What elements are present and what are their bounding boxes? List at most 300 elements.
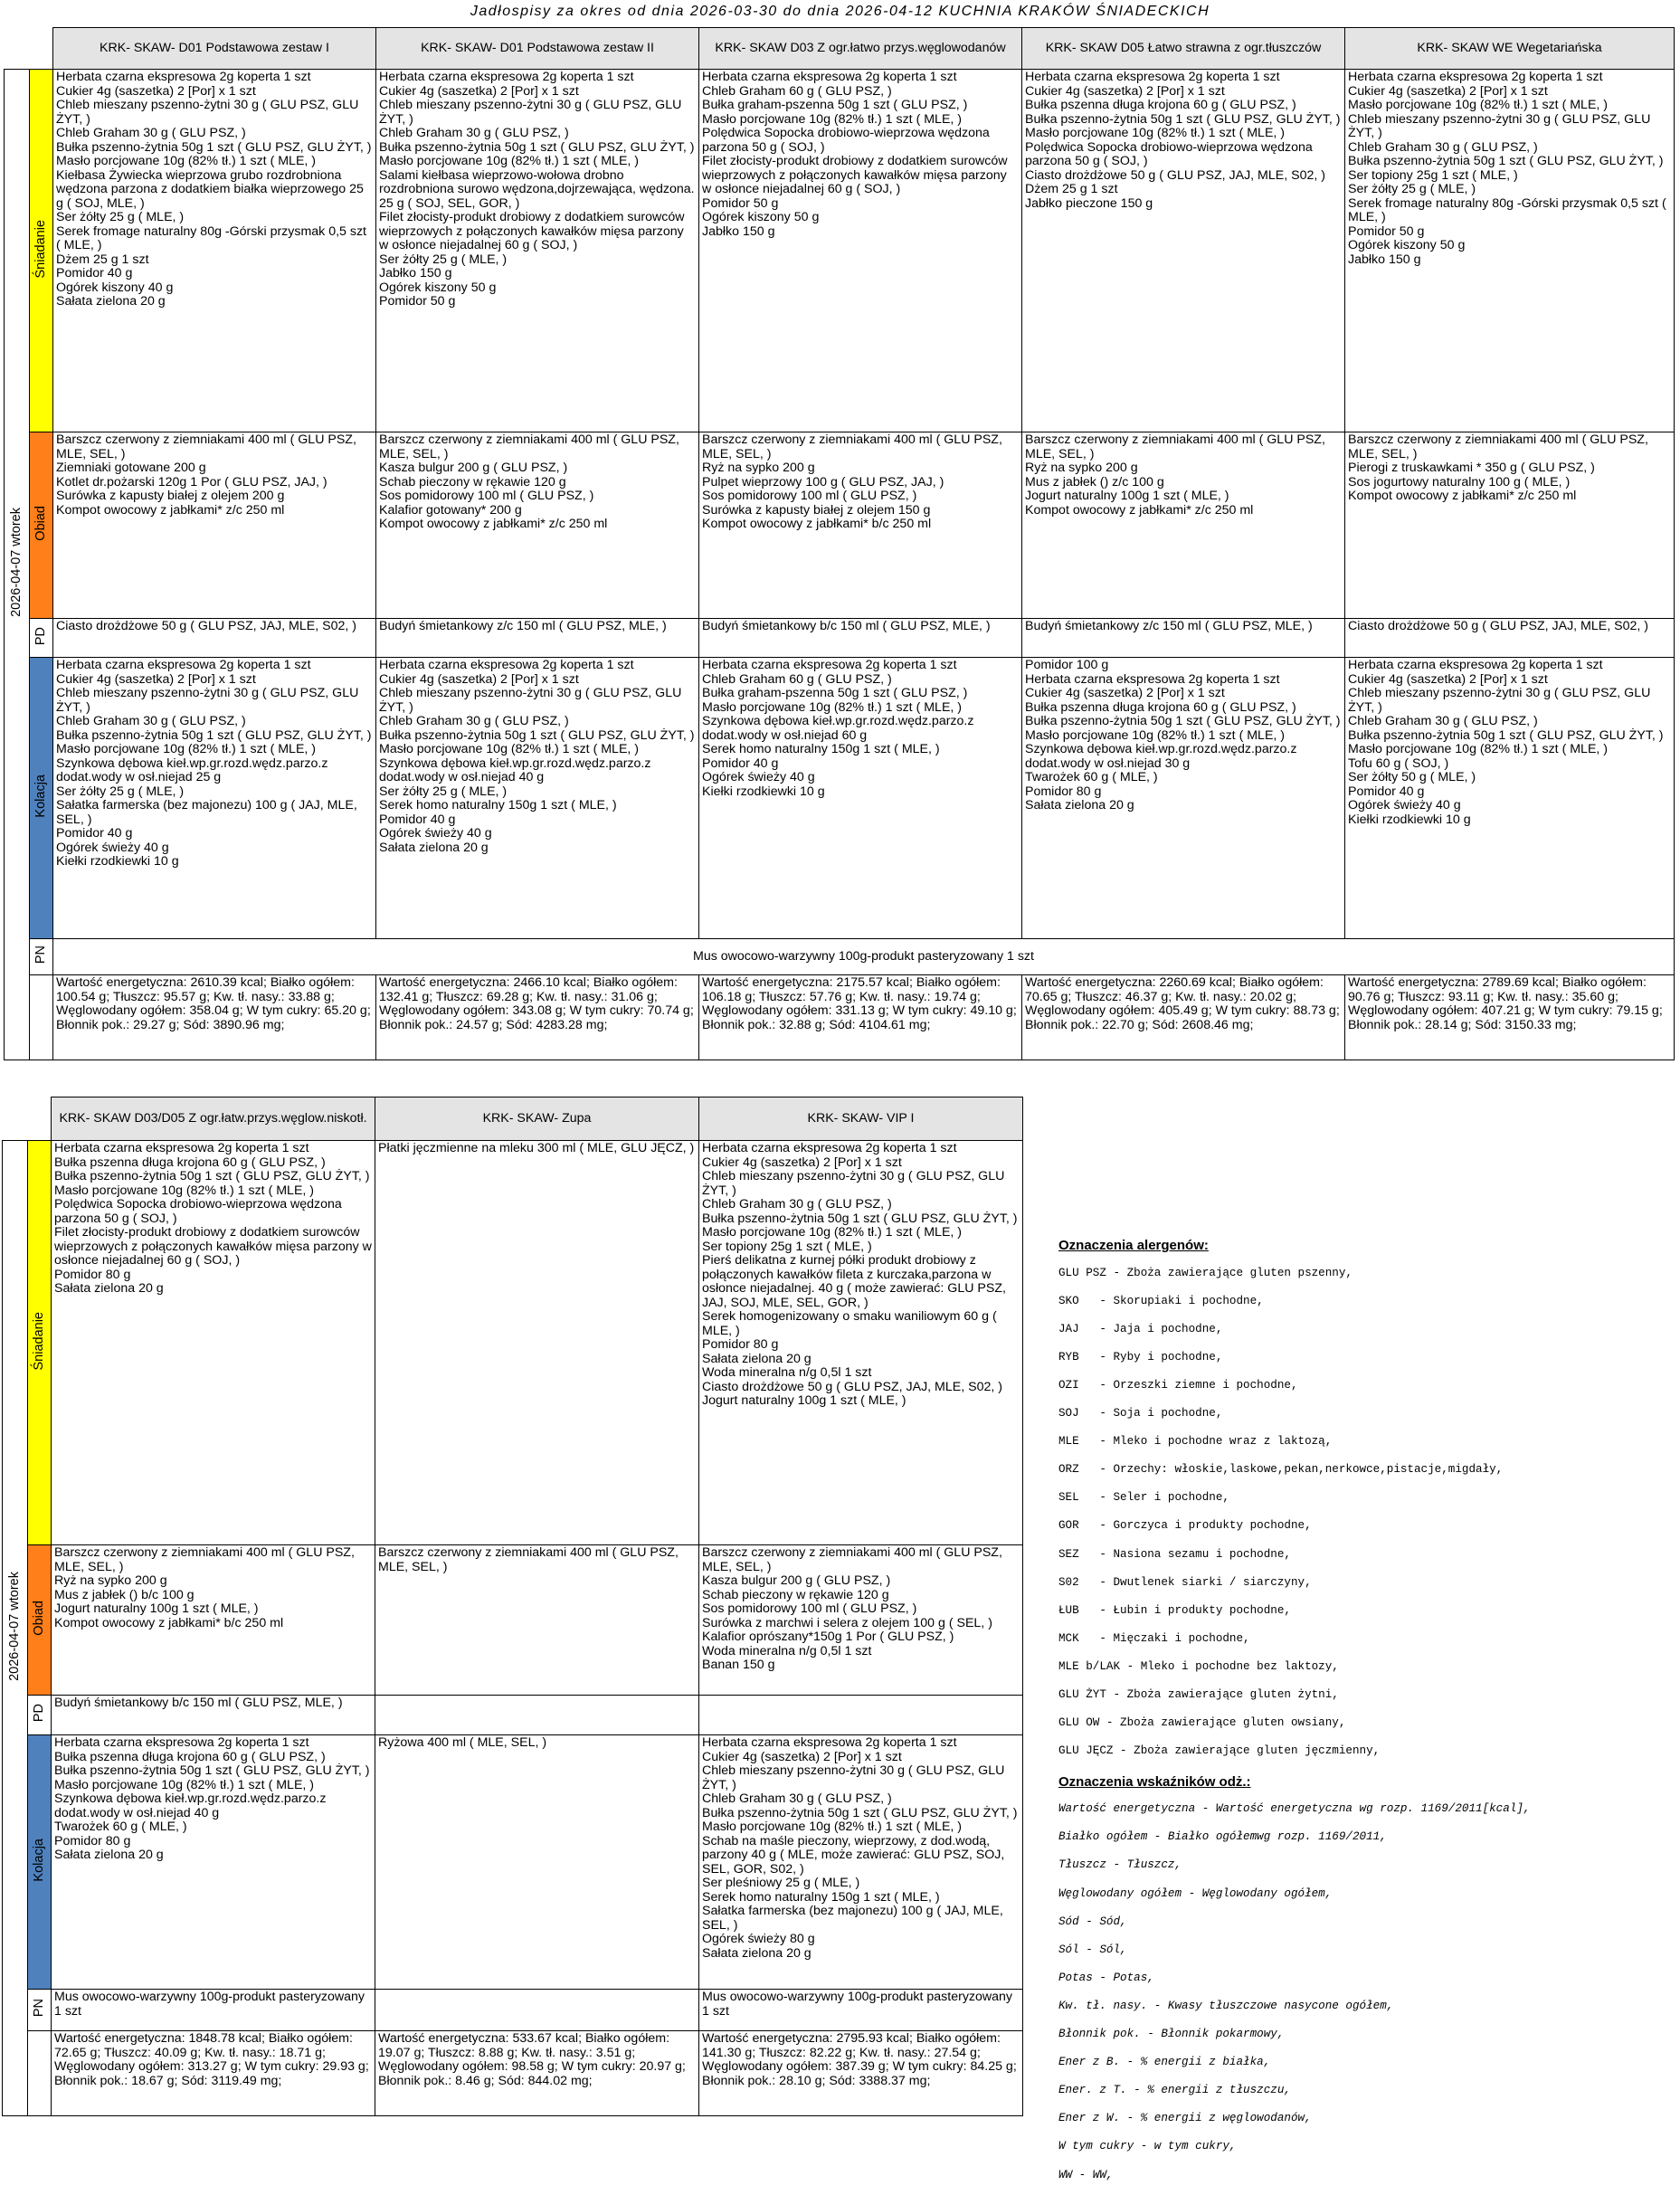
text-line: Jabłko pieczone 150 g [1025, 195, 1153, 211]
text-line: Bułka pszenno-żytnia 50g 1 szt ( GLU PSZ, GLU ŻYT, ) [1348, 154, 1664, 168]
menu-cell [52, 1696, 375, 1735]
text-line: Błonnik pok. - Błonnik pokarmowy, [1058, 2028, 1285, 2041]
text-line: Chleb mieszany pszenno-żytni 30 g ( GLU PSZ, GLU ŻYT, ) [56, 686, 359, 715]
nutrition-cell: Wartość energetyczna: 1848.78 kcal; Białko ogółem: 72.65 g; Tłuszcz: 40.09 g; Kw. tł. nasy.: 18.71 g; Węglowodany ogółem: 313.27 g; W tym cukry: 29.93 g; Błonnik pok.: 18.67 g; Sód: 3119.49 mg; [52, 2031, 375, 2116]
text-line: Surówka z kapusty białej z olejem 150 g [702, 502, 931, 518]
text-line: Dżem 25 g 1 szt [56, 252, 149, 267]
text-line: Sałatka farmerska (bez majonezu) 100 g ( JAJ, MLE, SEL, ) [702, 1904, 1003, 1933]
text-line: Ser żółty 50 g ( MLE, ) [1348, 770, 1476, 784]
text-line: Ogórek kiszony 40 g [56, 280, 174, 295]
menu-cell [376, 70, 699, 432]
text-line: Ogórek kiszony 50 g [379, 280, 497, 295]
menu-cell [375, 1141, 699, 1545]
text-line: Masło porcjowane 10g (82% tł.) 1 szt ( MLE, ) [1025, 727, 1286, 743]
text-line: Ser pleśniowy 25 g ( MLE, ) [702, 1876, 860, 1890]
text-line: Sałata zielona 20 g [54, 1848, 164, 1862]
text-line: Chleb mieszany pszenno-żytni 30 g ( GLU PSZ, GLU ŻYT, ) [379, 98, 682, 127]
text-line: Polędwica Sopocka drobiowo-wieprzowa wędzona parzona 50 g ( SOJ, ) [54, 1197, 342, 1226]
text-line: Pomidor 40 g [702, 755, 779, 771]
text-line: Filet złocisty-produkt drobiowy z dodatkiem surowców wieprzowych z połączonych kawałków mięsa parzony w osłonce niejadalnej 60 g ( SOJ, ) [379, 210, 685, 252]
menu-cell [1345, 619, 1675, 658]
text-line: Bułka pszenna długa krojona 60 g ( GLU PSZ, ) [1025, 699, 1296, 715]
text-line: Szynkowa dębowa kieł.wp.gr.rozd.wędz.parzo.z dodat.wody w osł.niejad 25 g [56, 755, 328, 784]
nutrition-cell: Wartość energetyczna: 2789.69 kcal; Białko ogółem: 90.76 g; Tłuszcz: 93.11 g; Kw. tł. nasy.: 35.60 g; Węglowodany ogółem: 407.21 g; W tym cukry: 79.15 g; Błonnik pok.: 28.14 g; Sód: 3150.33 mg; [1345, 975, 1675, 1060]
text-line: Cukier 4g (saszetka) 2 [Por] x 1 szt [56, 83, 256, 99]
date-label: 2026-04-07 wtorek [8, 508, 24, 618]
menu-table-1 [4, 27, 1675, 1060]
text-line: Chleb Graham 30 g ( GLU PSZ, ) [702, 1197, 892, 1212]
text-line: Masło porcjowane 10g (82% tł.) 1 szt ( MLE, ) [702, 1225, 963, 1240]
text-line: Węglowodany ogółem - Węglowodany ogółem, [1058, 1886, 1333, 1900]
text-line: Masło porcjowane 10g (82% tł.) 1 szt ( MLE, ) [702, 699, 963, 715]
menu-cell [375, 1990, 699, 2031]
text-line: Pomidor 40 g [379, 812, 456, 827]
text-line: Herbata czarna ekspresowa 2g koperta 1 szt [1025, 70, 1280, 84]
text-line: W tym cukry - w tym cukry, [1058, 2140, 1237, 2153]
text-line: Ser topiony 25g 1 szt ( MLE, ) [1348, 167, 1518, 183]
text-line: Chleb mieszany pszenno-żytni 30 g ( GLU PSZ, GLU ŻYT, ) [379, 686, 682, 715]
text-line: Sałata zielona 20 g [702, 1945, 812, 1961]
text-line: Cukier 4g (saszetka) 2 [Por] x 1 szt [1025, 686, 1225, 700]
meal-label-empty [30, 975, 53, 1060]
text-line: Serek homo naturalny 150g 1 szt ( MLE, ) [702, 742, 940, 756]
text-line: Bułka pszenna długa krojona 60 g ( GLU PSZ, ) [54, 1155, 326, 1170]
column-header: KRK- SKAW D03/D05 Z ogr.łatw.przys.węglow.niskotł. [52, 1098, 375, 1141]
text-line: Chleb mieszany pszenno-żytni 30 g ( GLU PSZ, GLU ŻYT, ) [702, 1763, 1005, 1792]
text-line: Pomidor 100 g [1025, 658, 1109, 672]
text-line: Bułka pszenno-żytnia 50g 1 szt ( GLU PSZ, GLU ŻYT, ) [1348, 727, 1664, 743]
menu-cell [1345, 432, 1675, 619]
text-line: RYB - Ryby i pochodne, [1058, 1350, 1223, 1364]
text-line: Herbata czarna ekspresowa 2g koperta 1 szt [702, 70, 957, 84]
text-line: Mus owocowo-warzywny 100g-produkt pasteryzowany 1 szt [702, 1990, 1013, 2019]
text-line: Chleb Graham 30 g ( GLU PSZ, ) [1348, 139, 1538, 155]
menu-cell [52, 1735, 375, 1990]
nutrition-cell: Wartość energetyczna: 2795.93 kcal; Białko ogółem: 141.30 g; Tłuszcz: 82.22 g; Kw. tł. nasy.: 27.54 g; Węglowodany ogółem: 387.39 g; W tym cukry: 84.25 g; Błonnik pok.: 28.10 g; Sód: 3388.37 mg; [699, 2031, 1023, 2116]
text-line: Kompot owocowy z jabłkami* b/c 250 ml [54, 1615, 284, 1630]
text-line: Sos pomidorowy 100 ml ( GLU PSZ, ) [702, 1601, 917, 1616]
text-line: Jabłko 150 g [702, 223, 775, 239]
nutrition-cell: Wartość energetyczna: 533.67 kcal; Białko ogółem: 19.07 g; Tłuszcz: 8.88 g; Kw. tł. nasy.: 3.51 g; Węglowodany ogółem: 98.58 g; W tym cukry: 20.97 g; Błonnik pok.: 8.46 g; Sód: 844.02 mg; [375, 2031, 699, 2116]
indicators-title: Oznaczenia wskaźników odż.: [1058, 1773, 1251, 1790]
text-line: Tofu 60 g ( SOJ, ) [1348, 755, 1449, 771]
menu-cell [699, 1696, 1023, 1735]
text-line: Masło porcjowane 10g (82% tł.) 1 szt ( MLE, ) [56, 154, 317, 168]
text-line: Surówka z kapusty białej z olejem 200 g [56, 489, 285, 503]
text-line: Kasza bulgur 200 g ( GLU PSZ, ) [379, 461, 568, 475]
menu-cell [376, 658, 699, 939]
text-line: Serek homo naturalny 150g 1 szt ( MLE, ) [379, 798, 617, 812]
text-line: Sałata zielona 20 g [54, 1281, 164, 1296]
text-line: Kompot owocowy z jabłkami* b/c 250 ml [702, 517, 932, 531]
meal-label-pd: PD [30, 619, 53, 658]
nutrition-cell: Wartość energetyczna: 2466.10 kcal; Białko ogółem: 132.41 g; Tłuszcz: 69.28 g; Kw. tł. nasy.: 31.06 g; Węglowodany ogółem: 343.08 g; W tym cukry: 70.74 g; Błonnik pok.: 24.57 g; Sód: 4283.28 mg; [376, 975, 699, 1060]
text-line: Ser żółty 25 g ( MLE, ) [1348, 182, 1476, 196]
text-line: Kiełki rzodkiewki 10 g [56, 854, 179, 869]
text-line: MCK - Mięczaki i pochodne, [1058, 1631, 1250, 1645]
text-line: Białko ogółem - Białko ogółemwg rozp. 1169/2011, [1058, 1830, 1387, 1844]
text-line: Herbata czarna ekspresowa 2g koperta 1 szt [379, 70, 634, 84]
column-header: KRK- SKAW WE Wegetariańska [1345, 28, 1675, 70]
text-line: Sos pomidorowy 100 ml ( GLU PSZ, ) [379, 489, 594, 503]
text-line: Sód - Sód, [1058, 1915, 1127, 1928]
menu-cell [1022, 432, 1345, 619]
text-line: Chleb mieszany pszenno-żytni 30 g ( GLU PSZ, GLU ŻYT, ) [1348, 686, 1651, 715]
text-line: Kompot owocowy z jabłkami* z/c 250 ml [379, 517, 608, 531]
text-line: Mus owocowo-warzywny 100g-produkt pasteryzowany 1 szt [54, 1990, 365, 2019]
text-line: WW - WW, [1058, 2168, 1114, 2181]
text-line: SKO - Skorupiaki i pochodne, [1058, 1294, 1264, 1307]
meal-label-pd: PD [28, 1696, 52, 1735]
text-line: Herbata czarna ekspresowa 2g koperta 1 szt [1025, 671, 1280, 687]
text-line: Polędwica Sopocka drobiowo-wieprzowa wędzona parzona 50 g ( SOJ, ) [702, 126, 990, 155]
text-line: Serek homo naturalny 150g 1 szt ( MLE, ) [702, 1889, 940, 1905]
text-line: Schab pieczony w rękawie 120 g [379, 474, 566, 489]
menu-cell [376, 432, 699, 619]
menu-cell [1345, 658, 1675, 939]
text-line: Ogórek świeży 40 g [1348, 798, 1461, 812]
text-line: Serek fromage naturalny 80g -Górski przysmak 0,5 szt ( MLE, ) [56, 223, 367, 252]
menu-cell [1022, 658, 1345, 939]
text-line: Masło porcjowane 10g (82% tł.) 1 szt ( MLE, ) [379, 154, 640, 168]
text-line: Potas - Potas, [1058, 1971, 1154, 1984]
text-line: Kiełki rzodkiewki 10 g [702, 784, 825, 799]
text-line: Sałata zielona 20 g [56, 294, 166, 309]
text-line: Jogurt naturalny 100g 1 szt ( MLE, ) [702, 1393, 906, 1408]
column-header: KRK- SKAW- VIP I [699, 1098, 1023, 1141]
text-line: Sos jogurtowy naturalny 100 g ( MLE, ) [1348, 474, 1571, 489]
text-line: Bułka pszenno-żytnia 50g 1 szt ( GLU PSZ, GLU ŻYT, ) [54, 1763, 370, 1778]
text-line: SEL - Seler i pochodne, [1058, 1491, 1229, 1505]
nutrition-cell: Wartość energetyczna: 2260.69 kcal; Białko ogółem: 70.65 g; Tłuszcz: 46.37 g; Kw. tł. nasy.: 20.02 g; Węglowodany ogółem: 405.49 g; W tym cukry: 88.73 g; Błonnik pok.: 22.70 g; Sód: 2608.46 mg; [1022, 975, 1345, 1060]
text-line: Twarożek 60 g ( MLE, ) [54, 1820, 187, 1834]
text-line: Ogórek świeży 40 g [379, 826, 492, 841]
text-line: Pomidor 80 g [1025, 784, 1102, 799]
text-line: Herbata czarna ekspresowa 2g koperta 1 szt [702, 1735, 957, 1750]
menu-cell [699, 1141, 1023, 1545]
menu-cell [699, 1545, 1023, 1696]
text-line: Bułka pszenna długa krojona 60 g ( GLU PSZ, ) [54, 1749, 326, 1764]
text-line: Pomidor 80 g [702, 1337, 779, 1352]
menu-table-2 [2, 1097, 1023, 2116]
column-header: KRK- SKAW D03 Z ogr.łatwo przys.węglowodanów [699, 28, 1022, 70]
text-line: Ciasto drożdżowe 50 g ( GLU PSZ, JAJ, MLE, S02, ) [1025, 167, 1325, 183]
text-line: GOR - Gorczyca i produkty pochodne, [1058, 1519, 1312, 1533]
text-line: Bułka pszenno-żytnia 50g 1 szt ( GLU PSZ, GLU ŻYT, ) [1025, 111, 1341, 127]
menu-cell [52, 1545, 375, 1696]
text-line: Cukier 4g (saszetka) 2 [Por] x 1 szt [702, 1155, 902, 1170]
text-line: Masło porcjowane 10g (82% tł.) 1 szt ( MLE, ) [56, 742, 317, 756]
text-line: Sałata zielona 20 g [702, 1351, 812, 1366]
text-line: Ogórek świeży 40 g [56, 840, 169, 855]
column-header: KRK- SKAW- D01 Podstawowa zestaw II [376, 28, 699, 70]
text-line: Banan 150 g [702, 1658, 775, 1672]
column-header: KRK- SKAW- D01 Podstawowa zestaw I [53, 28, 376, 70]
text-line: Ryż na sypko 200 g [1025, 461, 1138, 475]
text-line: Polędwica Sopocka drobiowo-wieprzowa wędzona parzona 50 g ( SOJ, ) [1025, 139, 1313, 168]
text-line: Barszcz czerwony z ziemniakami 400 ml ( GLU PSZ, MLE, SEL, ) [702, 432, 1002, 461]
text-line: Pomidor 50 g [1348, 223, 1425, 239]
nutrition-cell: Wartość energetyczna: 2175.57 kcal; Białko ogółem: 106.18 g; Tłuszcz: 57.76 g; Kw. tł. nasy.: 19.74 g; Węglowodany ogółem: 331.13 g; W tym cukry: 49.10 g; Błonnik pok.: 32.88 g; Sód: 4104.61 mg; [699, 975, 1022, 1060]
text-line: Sól - Sól, [1058, 1943, 1127, 1956]
text-line: Chleb Graham 60 g ( GLU PSZ, ) [702, 83, 892, 99]
text-line: Woda mineralna n/g 0,5l 1 szt [702, 1643, 872, 1658]
text-line: Sałatka farmerska (bez majonezu) 100 g ( JAJ, MLE, SEL, ) [56, 798, 357, 827]
text-line: Chleb mieszany pszenno-żytni 30 g ( GLU PSZ, GLU ŻYT, ) [56, 98, 359, 127]
text-line: Mus z jabłek () z/c 100 g [1025, 474, 1164, 489]
text-line: SEZ - Nasiona sezamu i pochodne, [1058, 1547, 1291, 1561]
menu-cell [53, 619, 376, 658]
text-line: Szynkowa dębowa kieł.wp.gr.rozd.wędz.parzo.z dodat.wody w osł.niejad 30 g [1025, 742, 1297, 771]
text-line: Kompot owocowy z jabłkami* z/c 250 ml [1348, 489, 1577, 503]
meal-label-pn: PN [30, 939, 53, 975]
text-line: ŁUB - Łubin i produkty pochodne, [1058, 1603, 1291, 1617]
column-header: KRK- SKAW- Zupa [375, 1098, 699, 1141]
text-line: Bułka pszenno-żytnia 50g 1 szt ( GLU PSZ, GLU ŻYT, ) [56, 139, 372, 155]
text-line: Jogurt naturalny 100g 1 szt ( MLE, ) [54, 1601, 259, 1616]
text-line: Chleb Graham 30 g ( GLU PSZ, ) [379, 126, 569, 140]
menu-cell [699, 1735, 1023, 1990]
text-line: Pierogi z truskawkami * 350 g ( GLU PSZ, ) [1348, 461, 1595, 475]
text-line: Ener z W. - % energii z węglowodanów, [1058, 2112, 1312, 2125]
text-line: Bułka pszenno-żytnia 50g 1 szt ( GLU PSZ, GLU ŻYT, ) [702, 1805, 1018, 1820]
text-line: Bułka pszenna długa krojona 60 g ( GLU PSZ, ) [1025, 98, 1296, 112]
text-line: Woda mineralna n/g 0,5l 1 szt [702, 1365, 872, 1380]
text-line: Pierś delikatna z kurnej półki produkt drobiowy z połączonych kawałków fileta z kurczaka,parzona w osłonce niejadalnej. 40 g ( może zawierać: GLU PSZ, JAJ, SOJ, MLE, SEL, GOR, ) [702, 1253, 1006, 1310]
text-line: Ser żółty 25 g ( MLE, ) [56, 210, 185, 224]
text-line: Ryż na sypko 200 g [54, 1573, 167, 1588]
meal-label-empty [28, 2031, 52, 2116]
text-line: Pomidor 40 g [1348, 784, 1425, 799]
menu-cell [53, 70, 376, 432]
text-line: Pomidor 40 g [56, 266, 133, 280]
text-line: GLU JĘCZ - Zboża zawierające gluten jęczmienny, [1058, 1744, 1381, 1758]
text-line: Filet złocisty-produkt drobiowy z dodatkiem surowców wieprzowych z połączonych kawałków mięsa parzony w osłonce niejadalnej 60 g ( SOJ, ) [54, 1225, 372, 1268]
text-line: Pomidor 50 g [379, 294, 456, 309]
text-line: Masło porcjowane 10g (82% tł.) 1 szt ( MLE, ) [379, 742, 640, 756]
text-line: Szynkowa dębowa kieł.wp.gr.rozd.wędz.parzo.z dodat.wody w osł.niejad 60 g [702, 714, 974, 743]
menu-cell [375, 1696, 699, 1735]
text-line: MLE - Mleko i pochodne wraz z laktozą, [1058, 1435, 1333, 1449]
text-line: Bułka pszenno-żytnia 50g 1 szt ( GLU PSZ, GLU ŻYT, ) [702, 1211, 1018, 1226]
text-line: Szynkowa dębowa kieł.wp.gr.rozd.wędz.parzo.z dodat.wody w osł.niejad 40 g [379, 755, 651, 784]
text-line: Kiełbasa Żywiecka wieprzowa grubo rozdrobniona wędzona parzona z dodatkiem białka wieprzowego 25 g ( SOJ, MLE, ) [56, 167, 364, 211]
text-line: Masło porcjowane 10g (82% tł.) 1 szt ( MLE, ) [1348, 742, 1609, 756]
text-line: Budyń śmietankowy z/c 150 ml ( GLU PSZ, MLE, ) [1025, 619, 1313, 633]
text-line: Kotlet dr.pożarski 120g 1 Por ( GLU PSZ, JAJ, ) [56, 474, 327, 489]
meal-label-breakfast: Śniadanie [28, 1141, 52, 1545]
menu-cell [376, 619, 699, 658]
text-line: Budyń śmietankowy b/c 150 ml ( GLU PSZ, MLE, ) [702, 619, 991, 633]
text-line: Ryżowa 400 ml ( MLE, SEL, ) [378, 1735, 547, 1750]
meal-label-supper: Kolacja [28, 1735, 52, 1990]
text-line: Ser żółty 25 g ( MLE, ) [379, 784, 508, 799]
text-line: Ciasto drożdżowe 50 g ( GLU PSZ, JAJ, MLE, S02, ) [1348, 619, 1648, 633]
text-line: Chleb mieszany pszenno-żytni 30 g ( GLU PSZ, GLU ŻYT, ) [1348, 111, 1651, 140]
text-line: Barszcz czerwony z ziemniakami 400 ml ( GLU PSZ, MLE, SEL, ) [702, 1545, 1002, 1574]
menu-cell [53, 658, 376, 939]
text-line: Pomidor 40 g [56, 826, 133, 841]
text-line: Herbata czarna ekspresowa 2g koperta 1 szt [1348, 70, 1603, 84]
text-line: S02 - Dwutlenek siarki / siarczyny, [1058, 1575, 1312, 1589]
text-line: Ciasto drożdżowe 50 g ( GLU PSZ, JAJ, MLE, S02, ) [702, 1379, 1002, 1394]
text-line: Bułka pszenno-żytnia 50g 1 szt ( GLU PSZ, GLU ŻYT, ) [54, 1169, 370, 1183]
text-line: Twarożek 60 g ( MLE, ) [1025, 770, 1158, 784]
text-line: Herbata czarna ekspresowa 2g koperta 1 szt [379, 658, 634, 672]
meal-label-lunch: Obiad [30, 432, 53, 619]
pn-cell: Mus owocowo-warzywny 100g-produkt pasteryzowany 1 szt [53, 939, 1675, 975]
text-line: Herbata czarna ekspresowa 2g koperta 1 szt [1348, 658, 1603, 672]
text-line: Masło porcjowane 10g (82% tł.) 1 szt ( MLE, ) [1025, 126, 1286, 140]
text-line: Ziemniaki gotowane 200 g [56, 461, 206, 475]
text-line: GLU PSZ - Zboża zawierające gluten pszenny, [1058, 1266, 1353, 1279]
text-line: Cukier 4g (saszetka) 2 [Por] x 1 szt [1348, 671, 1548, 687]
meal-label-lunch: Obiad [28, 1545, 52, 1696]
text-line: Bułka pszenno-żytnia 50g 1 szt ( GLU PSZ, GLU ŻYT, ) [379, 139, 695, 155]
date-cell [3, 1141, 28, 2116]
nutrition-cell: Wartość energetyczna: 2610.39 kcal; Białko ogółem: 100.54 g; Tłuszcz: 95.57 g; Kw. tł. nasy.: 33.88 g; Węglowodany ogółem: 358.04 g; W tym cukry: 65.20 g; Błonnik pok.: 29.27 g; Sód: 3890.96 mg; [53, 975, 376, 1060]
text-line: Kiełki rzodkiewki 10 g [1348, 812, 1471, 827]
text-line: MLE b/LAK - Mleko i pochodne bez laktozy, [1058, 1659, 1339, 1673]
text-line: Mus z jabłek () b/c 100 g [54, 1587, 195, 1602]
menu-cell [375, 1735, 699, 1990]
text-line: Herbata czarna ekspresowa 2g koperta 1 szt [702, 1141, 957, 1155]
allergens-title: Oznaczenia alergenów: [1058, 1238, 1209, 1253]
text-line: Pomidor 80 g [54, 1833, 131, 1848]
legend [1058, 1238, 1680, 2195]
text-line: Serek fromage naturalny 80g -Górski przysmak 0,5 szt ( MLE, ) [1348, 195, 1666, 224]
menu-cell [699, 70, 1022, 432]
date-label: 2026-04-07 wtorek [6, 1571, 22, 1681]
text-line: Kalafior gotowany* 200 g [379, 502, 522, 518]
text-line: Kompot owocowy z jabłkami* z/c 250 ml [56, 502, 285, 518]
text-line: Chleb Graham 30 g ( GLU PSZ, ) [702, 1791, 892, 1806]
text-line: Chleb Graham 60 g ( GLU PSZ, ) [702, 671, 892, 687]
text-line: Barszcz czerwony z ziemniakami 400 ml ( GLU PSZ, MLE, SEL, ) [379, 432, 679, 461]
menu-cell [53, 432, 376, 619]
text-line: Chleb Graham 30 g ( GLU PSZ, ) [1348, 714, 1538, 728]
text-line: Herbata czarna ekspresowa 2g koperta 1 szt [56, 70, 311, 84]
text-line: Płatki jęczmienne na mleku 300 ml ( MLE, GLU JĘCZ, ) [378, 1141, 695, 1155]
text-line: Ener. z T. - % energii z tłuszczu, [1058, 2084, 1291, 2097]
text-line: Serek homogenizowany o smaku waniliowym 60 g ( MLE, ) [702, 1309, 997, 1338]
text-line: Schab na maśle pieczony, wieprzowy, z dod.wodą, parzony 40 g ( MLE, może zawierać: GLU PSZ, SOJ, SEL, GOR, S02, ) [702, 1833, 1005, 1877]
text-line: Jabłko 150 g [379, 266, 452, 280]
meal-label-breakfast: Śniadanie [30, 70, 53, 432]
text-line: Masło porcjowane 10g (82% tł.) 1 szt ( MLE, ) [54, 1183, 315, 1198]
text-line: Cukier 4g (saszetka) 2 [Por] x 1 szt [1025, 83, 1225, 99]
menu-cell [1345, 70, 1675, 432]
text-line: Cukier 4g (saszetka) 2 [Por] x 1 szt [56, 671, 256, 687]
text-line: Ogórek kiszony 50 g [1348, 238, 1466, 252]
text-line: Barszcz czerwony z ziemniakami 400 ml ( GLU PSZ, MLE, SEL, ) [56, 432, 356, 461]
menu-cell [1022, 70, 1345, 432]
text-line: Surówka z marchwi i selera z olejem 100 g ( SEL, ) [702, 1615, 992, 1630]
text-line: Chleb Graham 30 g ( GLU PSZ, ) [56, 126, 246, 140]
text-line: Szynkowa dębowa kieł.wp.gr.rozd.wędz.parzo.z dodat.wody w osł.niejad 40 g [54, 1791, 327, 1820]
text-line: Jabłko 150 g [1348, 252, 1421, 267]
text-line: Sałata zielona 20 g [379, 840, 489, 855]
text-line: Bułka pszenno-żytnia 50g 1 szt ( GLU PSZ, GLU ŻYT, ) [379, 727, 695, 743]
menu-cell [699, 658, 1022, 939]
indicator-list [1058, 1801, 1680, 2183]
text-line: Ener z B. - % energii z białka, [1058, 2056, 1271, 2069]
text-line: OZI - Orzeszki ziemne i pochodne, [1058, 1378, 1298, 1392]
text-line: Bułka pszenno-żytnia 50g 1 szt ( GLU PSZ, GLU ŻYT, ) [1025, 714, 1341, 728]
text-line: Herbata czarna ekspresowa 2g koperta 1 szt [56, 658, 311, 672]
text-line: Tłuszcz - Tłuszcz, [1058, 1858, 1182, 1872]
text-line: Herbata czarna ekspresowa 2g koperta 1 szt [54, 1735, 309, 1750]
text-line: Barszcz czerwony z ziemniakami 400 ml ( GLU PSZ, MLE, SEL, ) [54, 1545, 355, 1574]
text-line: Chleb Graham 30 g ( GLU PSZ, ) [56, 714, 246, 728]
text-line: Kasza bulgur 200 g ( GLU PSZ, ) [702, 1573, 891, 1588]
text-line: Barszcz czerwony z ziemniakami 400 ml ( GLU PSZ, MLE, SEL, ) [378, 1545, 679, 1574]
menu-cell [52, 1141, 375, 1545]
date-cell [5, 70, 30, 1060]
text-line: Pulpet wieprzowy 100 g ( GLU PSZ, JAJ, ) [702, 474, 944, 489]
text-line: Bułka pszenno-żytnia 50g 1 szt ( GLU PSZ, GLU ŻYT, ) [56, 727, 372, 743]
text-line: Ser topiony 25g 1 szt ( MLE, ) [702, 1239, 872, 1254]
meal-label-supper: Kolacja [30, 658, 53, 939]
text-line: JAJ - Jaja i pochodne, [1058, 1322, 1223, 1335]
menu-cell [699, 432, 1022, 619]
menu-cell [52, 1990, 375, 2031]
text-line: Ogórek świeży 40 g [702, 770, 815, 784]
menu-cell [699, 619, 1022, 658]
page-title: Jadłospisy za okres od dnia 2026-03-30 do dnia 2026-04-12 KUCHNIA KRAKÓW ŚNIADECKICH [470, 4, 1210, 19]
text-line: Dżem 25 g 1 szt [1025, 182, 1118, 196]
menu-cell [699, 1990, 1023, 2031]
text-line: Chleb mieszany pszenno-żytni 30 g ( GLU PSZ, GLU ŻYT, ) [702, 1169, 1005, 1198]
text-line: Cukier 4g (saszetka) 2 [Por] x 1 szt [702, 1749, 902, 1764]
text-line: Barszcz czerwony z ziemniakami 400 ml ( GLU PSZ, MLE, SEL, ) [1348, 432, 1648, 461]
text-line: Masło porcjowane 10g (82% tł.) 1 szt ( MLE, ) [702, 111, 963, 127]
meal-label-pn: PN [28, 1990, 52, 2031]
text-line: Sałata zielona 20 g [1025, 798, 1134, 812]
text-line: Ogórek świeży 80 g [702, 1932, 815, 1946]
text-line: Schab pieczony w rękawie 120 g [702, 1587, 889, 1602]
text-line: Filet złocisty-produkt drobiowy z dodatkiem surowców wieprzowych z połączonych kawałków mięsa parzony w osłonce niejadalnej 60 g ( SOJ, ) [702, 154, 1008, 196]
text-line: Herbata czarna ekspresowa 2g koperta 1 szt [702, 658, 957, 672]
menu-cell [375, 1545, 699, 1696]
text-line: GLU OW - Zboża zawierające gluten owsiany, [1058, 1716, 1346, 1730]
text-line: Jogurt naturalny 100g 1 szt ( MLE, ) [1025, 489, 1229, 503]
text-line: Ser żółty 25 g ( MLE, ) [379, 252, 508, 267]
text-line: Budyń śmietankowy z/c 150 ml ( GLU PSZ, MLE, ) [379, 619, 667, 633]
text-line: Masło porcjowane 10g (82% tł.) 1 szt ( MLE, ) [702, 1820, 963, 1834]
text-line: Cukier 4g (saszetka) 2 [Por] x 1 szt [379, 83, 579, 99]
text-line: Wartość energetyczna - Wartość energetyczna wg rozp. 1169/2011[kcal], [1058, 1802, 1531, 1816]
text-line: Ciasto drożdżowe 50 g ( GLU PSZ, JAJ, MLE, S02, ) [56, 619, 356, 633]
text-line: ORZ - Orzechy: włoskie,laskowe,pekan,nerkowce,pistacje,migdały, [1058, 1463, 1504, 1477]
text-line: Barszcz czerwony z ziemniakami 400 ml ( GLU PSZ, MLE, SEL, ) [1025, 432, 1325, 461]
text-line: Kw. tł. nasy. - Kwasy tłuszczowe nasycone ogółem, [1058, 1999, 1394, 2012]
text-line: Ogórek kiszony 50 g [702, 210, 820, 224]
text-line: Budyń śmietankowy b/c 150 ml ( GLU PSZ, MLE, ) [54, 1696, 343, 1710]
text-line: Ryż na sypko 200 g [702, 461, 815, 475]
text-line: Sos pomidorowy 100 ml ( GLU PSZ, ) [702, 489, 917, 503]
text-line: Masło porcjowane 10g (82% tł.) 1 szt ( MLE, ) [54, 1777, 315, 1792]
text-line: Bułka graham-pszenna 50g 1 szt ( GLU PSZ, ) [702, 98, 968, 112]
text-line: SOJ - Soja i pochodne, [1058, 1407, 1223, 1421]
text-line: GLU ŻYT - Zboża zawierające gluten żytni, [1058, 1688, 1339, 1701]
column-header: KRK- SKAW D05 Łatwo strawna z ogr.tłuszczów [1022, 28, 1345, 70]
text-line: Cukier 4g (saszetka) 2 [Por] x 1 szt [379, 671, 579, 687]
text-line: Kalafior oprószany*150g 1 Por ( GLU PSZ, ) [702, 1630, 954, 1644]
menu-cell [1022, 619, 1345, 658]
text-line: Cukier 4g (saszetka) 2 [Por] x 1 szt [1348, 83, 1548, 99]
text-line: Bułka graham-pszenna 50g 1 szt ( GLU PSZ, ) [702, 686, 968, 700]
